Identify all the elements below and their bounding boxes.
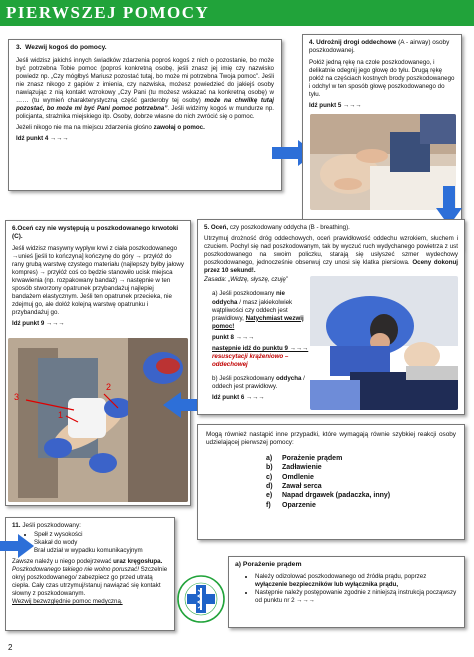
step-6-goto: Idź punkt 9 →→→ xyxy=(12,320,65,328)
arrow-right-icon xyxy=(0,534,34,558)
other-case-item: f) Oparzenie xyxy=(266,501,316,509)
other-case-item: d) Zawał serca xyxy=(266,482,322,490)
airway-photo xyxy=(310,114,456,210)
step-3-goto: Idź punkt 4 →→→ xyxy=(16,135,69,143)
step-11-conditions xyxy=(12,531,168,555)
step-3-paragraph-1: Jeśli widzisz jakichś innych świadków zdarzenia poproś kogoś z nich o pozostanie, bo może być potrzebna Tobie pomoc (poproś konkretną osobę, jeśli znasz jej imię czy nazwisko powiedz np. „Czy mógłbyś Mariusz pozostać tutaj, bo może mi potrzebna Twoja pomoc”. Jeśli nie znasz nikogo z gapiów z imienia, czy nazwiska, możesz powiedzieć do jakiejś osoby nawiązując z nią kontakt wzrokowy „Czy Pani (tu możesz wskazać na konkretną osobę) w …… (tu wymień charakterystyczną część garderoby tej osoby) xyxy=(16,56,274,104)
step-3-paragraph-1-end: . Jeśli widzimy kogoś w mundurze np. policjanta, strażnika miejskiego itp. Osoby, dobrze własne do nich zwrócić się o pomoc. xyxy=(16,104,274,120)
electric-shock-steps xyxy=(235,573,458,605)
step-5-heading: Oceń, xyxy=(210,224,229,231)
step-3-heading: Wezwij kogoś do pomocy. xyxy=(25,44,107,51)
step-3-paragraph-1-italic: może na chwilkę tutaj pozostać, bo może mi być Pani pomoc potrzebna” xyxy=(16,96,274,112)
step-5-b-prefix: b) Jeśli poszkodowany xyxy=(212,375,275,382)
step-6-text: Jeśli widzisz masywny wypływ krwi z ciała poszkodowanego →unieś [jeśli to kończyna] kończynę do góry → przyłóż do rany grubą warstwę czystego materiału (najlepszy byłby jałowy kompres) → przyłóż coś co będzie stanowiło ucisk miejsca krwawienia (np. rozpakowany bandaż) → następnie w ten sposób stworzony opatrunek przybandażuj najlepiej bandażem elastycznym. Jeśli ten opatrunek przecieka, nie zdejmuj go, ale dołóż kolejną warstwę opatrunku i przybandażuj go. xyxy=(12,244,184,317)
page-header xyxy=(0,0,474,26)
step-11-text-2: Szczelnie okryj poszkodowanego/ zabezpiecz go przed utratą ciepła. Cały czas utrzymuj/stanuj nawiązać się kontakt słowny z poszkodowanym. xyxy=(12,565,168,597)
step-5-a-next: następnie idź do punktu 9 →→→ xyxy=(212,344,309,352)
step-5-a-goto: punkt 8 →→→ xyxy=(212,333,255,341)
step-5-number: 5. xyxy=(204,224,210,231)
step-5-text-bold: Oceny dokonuj przez 10 sekund!. xyxy=(204,259,458,275)
breathing-check-photo xyxy=(310,276,458,410)
other-cases-intro: Mogą również nastąpić inne przypadki, które wymagają równie szybkiej reakcji osoby udzielającej pierwszej pomocy: xyxy=(206,431,456,447)
condition-item: • Skakał do wody xyxy=(34,539,168,547)
step-11-heading: Jeśli poszkodowany: xyxy=(22,522,81,529)
electric-shock-box xyxy=(228,556,465,628)
bleeding-photo xyxy=(8,338,188,502)
page-number: 2 xyxy=(8,643,13,652)
step-4-number: 4. xyxy=(309,39,315,46)
step-11-call-medical: Wezwij bezwzględnie pomoc medyczną. xyxy=(12,597,123,605)
step-5-b-tail: / oddech jest prawidłowy. xyxy=(212,375,305,391)
step-6-heading: Oceń czy nie występują u poszkodowanego krwotoki (C). xyxy=(12,225,179,241)
other-case-item: b) Zadławienie xyxy=(266,464,322,472)
electric-shock-heading: a) Porażenie prądem xyxy=(235,561,302,568)
step-5-heading-tail: czy poszkodowany oddycha (B - breathing). xyxy=(229,224,350,231)
step-3-call-help: zawołaj o pomoc. xyxy=(153,124,205,132)
step-3-paragraph-2: Jeżeli nikogo nie ma na miejscu zdarzenia głośno xyxy=(16,124,152,132)
step-5-a-mid: / masz jakiekolwiek wątpliwości czy oddech jest prawidłowy, xyxy=(212,298,293,322)
step-11-text-1: Zawsze należy u niego podejrzewać xyxy=(12,557,112,565)
step-11-spine: uraz kręgosłupa. xyxy=(113,557,163,565)
step-5-a-red: resuscytacji krążeniowo – oddechowej xyxy=(212,352,289,368)
step-5-b-bold: oddycha xyxy=(275,375,302,382)
photo-label-3: 3 xyxy=(14,392,20,402)
other-case-item: a) Porażenie prądem xyxy=(266,454,343,462)
academy-logo xyxy=(176,574,226,624)
shock-step: • Następnie należy postępowanie zgodnie z niniejszą instrukcją począwszy od punktu nr 2 →→→ xyxy=(255,589,458,605)
step-3-number: 3. xyxy=(16,44,22,51)
condition-item: • Spełł z wysokości xyxy=(34,531,168,539)
step-4-heading: Udrożnij drogi oddechowe xyxy=(316,39,397,46)
step-11-warning: Poszkodowanego takiego nie wolno poruszać! xyxy=(12,565,139,573)
step-5-b-goto: Idź punkt 6 →→→ xyxy=(212,394,265,402)
photo-label-2: 2 xyxy=(106,382,112,392)
step-11-number: 11. xyxy=(12,522,21,529)
step-5-a-call: Natychmiast wezwij pomoc! xyxy=(212,314,304,330)
step-4-goto: Idź punkt 5 →→→ xyxy=(309,101,362,109)
step-3-box xyxy=(8,39,282,191)
step-5-a-prefix: a) Jeśli poszkodowany xyxy=(212,290,275,298)
step-4-heading-tail: (A - airway) osoby poszkodowanej. xyxy=(309,39,450,55)
shock-step: • Należy odizolować poszkodowanego od źródła prądu, poprzez wyłączenie bezpieczników lub wyłącznika prądu, xyxy=(255,573,458,589)
condition-item: • Brał udział w wypadku komunikacyjnym xyxy=(34,547,168,555)
other-case-item: e) Napad drgawek (padaczka, inny) xyxy=(266,492,391,500)
page-title: PIERWSZEJ POMOCY xyxy=(6,3,210,22)
other-cases-box xyxy=(197,424,465,540)
step-6-number: 6. xyxy=(12,225,18,232)
other-cases-list xyxy=(266,454,456,511)
step-4-text: Połóż jedną rękę na czole poszkodowanego, i delikatnie odegnij jego głowę do tyłu. Drugą rękę połóż na częściach kostnych brody poszkodowanego i odchyl w ten sposób głowę poszkodowanego do tyłu. xyxy=(309,58,455,98)
step-5-text: Utrzymuj drożność dróg oddechowych, oceń prawidłowość oddechu wzrokiem, słuchem i czuciem. Pochyl się nad poszkodowanym, tak by wyczuć ruch wydychanego powietrza z ust poszkodowanego na swoim policzku, starają się usłyszeć szmer wydechowy poszkodowanego, jednocześnie obserwuj czy unosi się klatka piersiowa. xyxy=(204,235,458,267)
other-case-item: c) Omdlenie xyxy=(266,473,314,481)
step-5-quote: Zasada: „Widzę, słyszę, czuję” xyxy=(204,276,288,284)
step-5-a-bold: nie oddycha xyxy=(212,290,285,306)
photo-label-1: 1 xyxy=(58,410,64,420)
